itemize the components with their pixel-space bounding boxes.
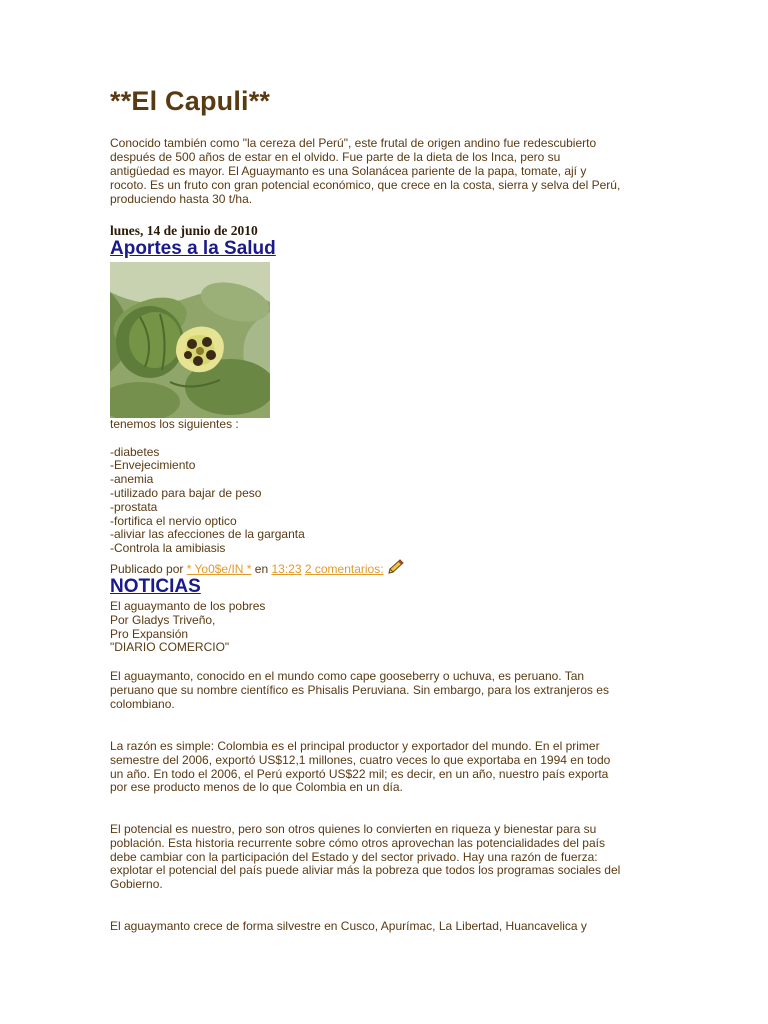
post-body xyxy=(110,418,670,556)
blog-title: **El Capuli** xyxy=(110,86,271,116)
benefit-item: -diabetes xyxy=(110,444,160,459)
news-paragraph xyxy=(110,823,670,892)
benefit-item: -aliviar las afecciones de la garganta xyxy=(110,527,305,542)
description-line: después de 500 años de estar en el olvido. Fue parte de la dieta de los Inca, pero su xyxy=(110,150,561,164)
aguaymanto-flower-photo[interactable] xyxy=(110,262,270,418)
paragraph-line: semestre del 2006, exportó US$12,1 millones, cuatro veces lo que exportaba en 1994 en todo xyxy=(110,752,611,767)
benefit-item: -utilizado para bajar de peso xyxy=(110,485,262,500)
paragraph-line: Gobierno. xyxy=(110,877,163,892)
news-paragraph xyxy=(110,740,670,795)
description-line: antigüedad es mayor. El Aguaymanto es una Solanácea pariente de la papa, tomate, ají y xyxy=(110,164,587,178)
byline-line: El aguaymanto de los pobres xyxy=(110,599,266,613)
byline-line: Por Gladys Triveño, xyxy=(110,612,216,627)
post-time-link[interactable]: 13:23 xyxy=(271,562,302,576)
news-paragraph xyxy=(110,920,670,934)
post-intro: tenemos los siguientes : xyxy=(110,417,239,431)
paragraph-line: colombiano. xyxy=(110,696,175,711)
description-line: Conocido también como "la cereza del Perú", este frutal de origen andino fue redescubierto xyxy=(110,136,597,150)
benefit-item: -fortifica el nervio optico xyxy=(110,513,237,528)
paragraph-line: La razón es simple: Colombia es el principal productor y exportador del mundo. En el primer xyxy=(110,739,600,753)
post-title-link[interactable]: Aportes a la Salud xyxy=(110,238,276,259)
news-paragraph xyxy=(110,670,670,711)
post-footer xyxy=(110,559,405,576)
comments-link[interactable]: 2 comentarios: xyxy=(304,562,384,576)
paragraph-line: El aguaymanto, conocido en el mundo como cape gooseberry o uchuva, es peruano. Tan xyxy=(110,669,585,683)
benefit-item: -Envejecimiento xyxy=(110,458,196,473)
author-link[interactable]: * Yo0$e/IN * xyxy=(186,562,252,576)
pencil-edit-icon[interactable] xyxy=(387,559,405,575)
paragraph-line: El aguaymanto crece de forma silvestre en Cusco, Apurímac, La Libertad, Huancavelica y xyxy=(110,919,587,933)
news-section-title[interactable]: NOTICIAS xyxy=(110,576,201,597)
at-label: en xyxy=(251,562,272,576)
byline-line: Pro Expansión xyxy=(110,626,189,641)
description-line: produciendo hasta 30 t/ha. xyxy=(110,192,253,206)
benefit-item: -Controla la amibiasis xyxy=(110,541,226,556)
paragraph-line: El potencial es nuestro, pero son otros quienes lo convierten en riqueza y bienestar para su xyxy=(110,822,597,836)
description-line: rocoto. Es un fruto con gran potencial económico, que crece en la costa, sierra y selva del Perú, xyxy=(110,178,621,192)
paragraph-line: peruano que su nombre científico es Phisalis Peruviana. Sin embargo, para los extranjeros es xyxy=(110,682,609,697)
benefit-item: -prostata xyxy=(110,499,158,514)
blank-line xyxy=(110,432,670,446)
paragraph-line: población. Esta historia recurrente sobre cómo otros aprovechan las potencialidades del país xyxy=(110,835,605,850)
published-by-label: Publicado por xyxy=(110,562,187,576)
post-date-header: lunes, 14 de junio de 2010 xyxy=(110,223,258,238)
benefit-item: -anemia xyxy=(110,472,154,487)
paragraph-line: un año. En todo el 2006, el Perú exportó US$22 mil; es decir, en un año, nuestro país exporta xyxy=(110,766,609,781)
byline-line: "DIARIO COMERCIO" xyxy=(110,640,230,655)
blog-description xyxy=(110,136,670,206)
paragraph-line: debe cambiar con la participación del Estado y del sector privado. Hay una razón de fuerza: xyxy=(110,849,598,864)
news-byline xyxy=(110,600,670,655)
paragraph-line: por ese producto menos de lo que Colombia en un día. xyxy=(110,780,403,795)
paragraph-line: explotar el potencial del país puede aliviar más la pobreza que todos los programas sociales del xyxy=(110,863,621,878)
